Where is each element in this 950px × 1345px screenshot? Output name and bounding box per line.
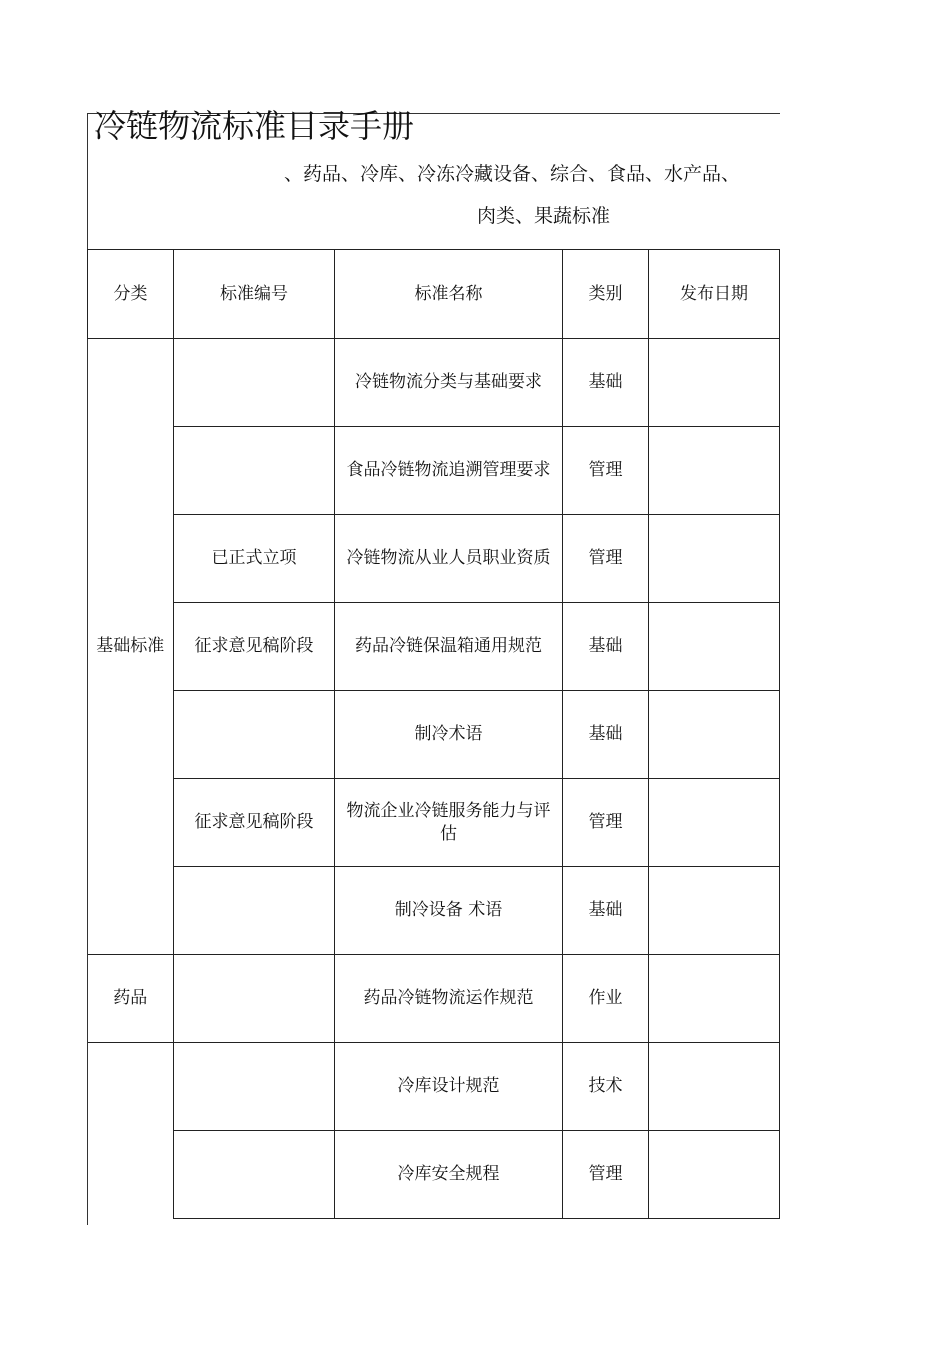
cell-date (649, 515, 780, 603)
cell-date (649, 955, 780, 1043)
table-row (88, 1131, 780, 1219)
table-row (88, 779, 780, 867)
header-standard-name: 标准名称 (335, 250, 563, 339)
table-row (88, 955, 780, 1043)
document-title: 冷链物流标准目录手册 (94, 107, 415, 145)
header-type: 类别 (563, 250, 649, 339)
cell-type: 基础 (563, 867, 649, 955)
cell-number (174, 339, 335, 427)
table-row (88, 427, 780, 515)
table-row (88, 339, 780, 427)
table-row (88, 867, 780, 955)
table-row (88, 1043, 780, 1131)
cell-name: 冷链物流从业人员职业资质 (335, 515, 563, 603)
cell-number (174, 427, 335, 515)
cell-type: 基础 (563, 691, 649, 779)
cell-type: 管理 (563, 1131, 649, 1219)
cell-number (174, 1043, 335, 1131)
header-standard-number: 标准编号 (174, 250, 335, 339)
table-header-row (88, 250, 780, 339)
cell-date (649, 1043, 780, 1131)
cell-number (174, 1131, 335, 1219)
cell-name: 制冷设备 术语 (335, 867, 563, 955)
cell-name: 制冷术语 (335, 691, 563, 779)
cell-name: 冷库设计规范 (335, 1043, 563, 1131)
cell-date (649, 603, 780, 691)
document-subtitle-line-2: 肉类、果蔬标准 (477, 205, 611, 227)
document-subtitle-line-1: 、药品、冷库、冷冻冷藏设备、综合、食品、水产品、 (284, 163, 741, 185)
cell-name: 冷库安全规程 (335, 1131, 563, 1219)
cell-type: 基础 (563, 339, 649, 427)
cell-name: 冷链物流分类与基础要求 (335, 339, 563, 427)
group-pharmaceuticals: 药品 (88, 955, 174, 1043)
cell-date (649, 779, 780, 867)
cell-type: 管理 (563, 427, 649, 515)
cell-type: 管理 (563, 779, 649, 867)
cell-date (649, 691, 780, 779)
cell-number (174, 691, 335, 779)
header-publish-date: 发布日期 (649, 250, 780, 339)
cell-date (649, 1131, 780, 1219)
header-category: 分类 (88, 250, 174, 339)
cell-name: 药品冷链保温箱通用规范 (335, 603, 563, 691)
cell-date (649, 339, 780, 427)
table-row (88, 603, 780, 691)
cell-date (649, 867, 780, 955)
cell-name: 药品冷链物流运作规范 (335, 955, 563, 1043)
cell-number: 征求意见稿阶段 (174, 603, 335, 691)
group-cold-storage (88, 1043, 174, 1219)
cell-type: 基础 (563, 603, 649, 691)
table-row (88, 691, 780, 779)
cell-type: 技术 (563, 1043, 649, 1131)
cell-name: 物流企业冷链服务能力与评估 (335, 779, 563, 867)
table-row (88, 515, 780, 603)
cell-number (174, 867, 335, 955)
cell-number: 征求意见稿阶段 (174, 779, 335, 867)
cell-name: 食品冷链物流追溯管理要求 (335, 427, 563, 515)
group-basic-standards: 基础标准 (88, 339, 174, 955)
cell-type: 管理 (563, 515, 649, 603)
cell-number (174, 955, 335, 1043)
cell-number: 已正式立项 (174, 515, 335, 603)
cell-type: 作业 (563, 955, 649, 1043)
cell-date (649, 427, 780, 515)
standards-table (87, 249, 780, 1219)
